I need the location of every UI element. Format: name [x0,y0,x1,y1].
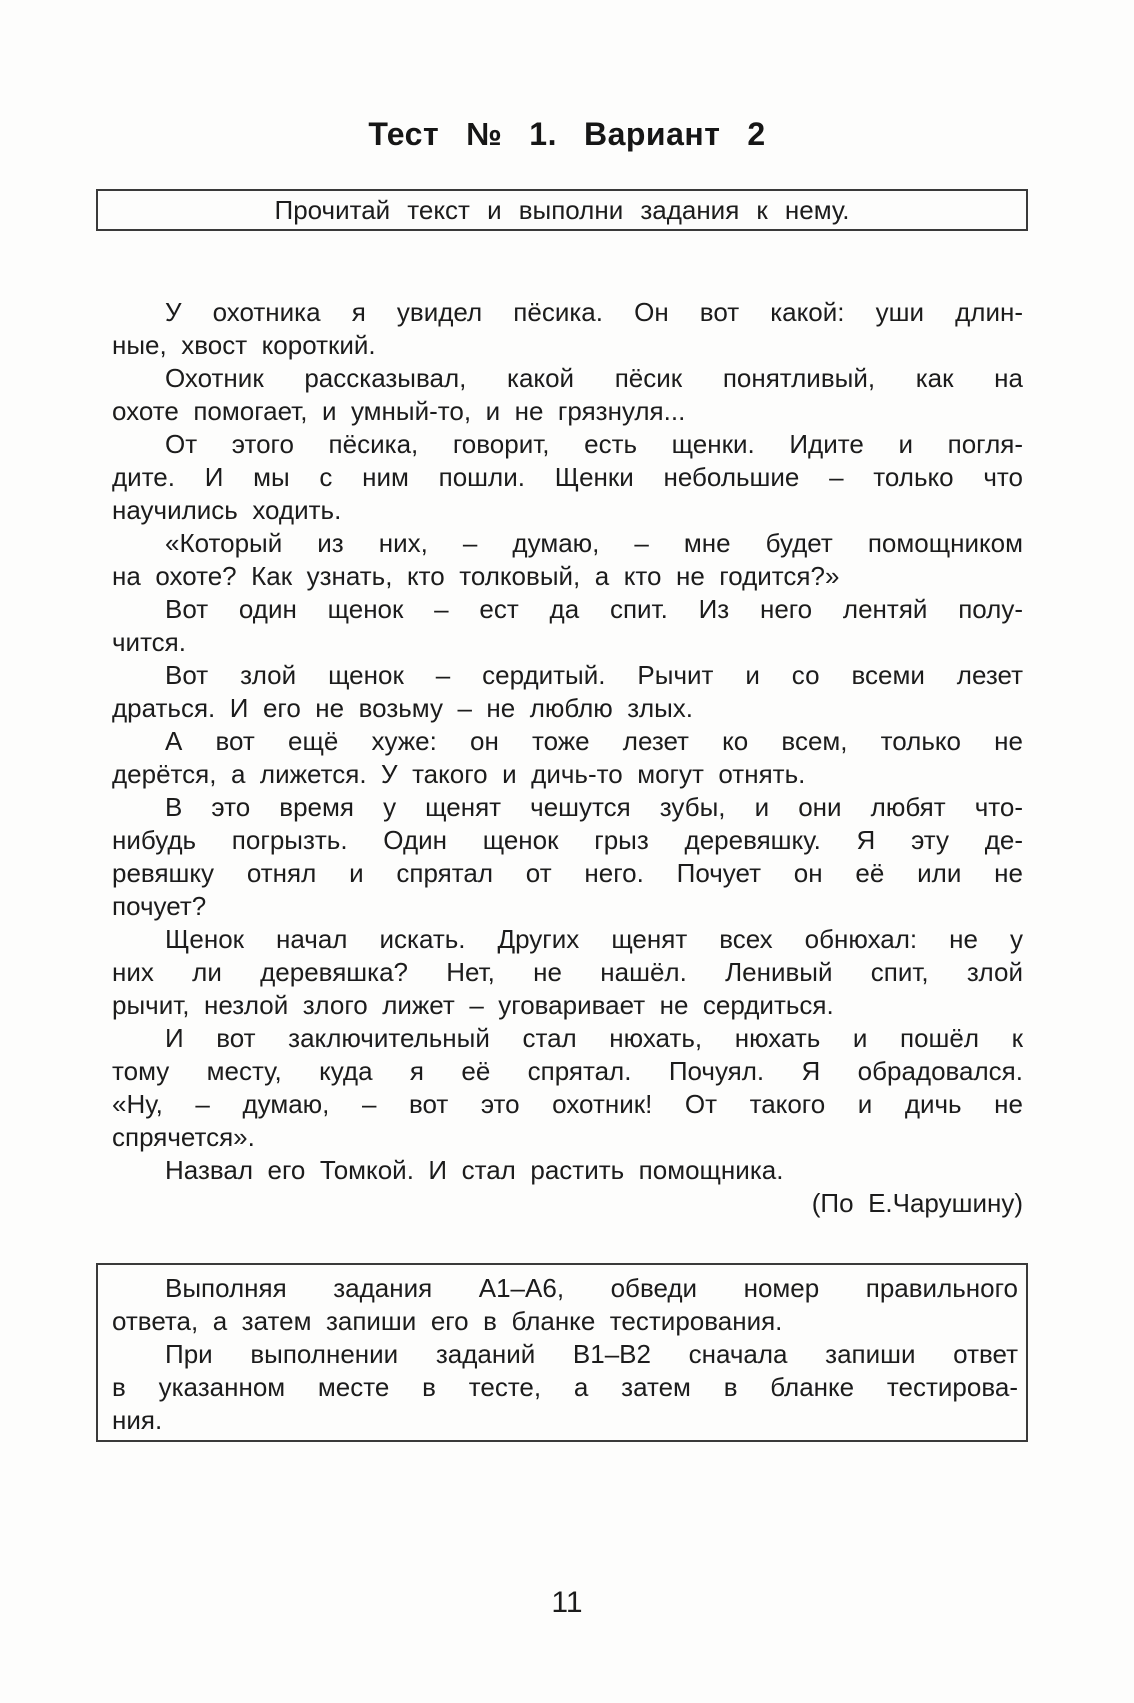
text-line: охоте помогает, и умный-то, и не грязнуля... [112,396,686,426]
text-line: тому месту, куда я её спрятал. Почуял. Я обрадовался. [112,1056,1023,1086]
text-line: них ли деревяшка? Нет, не нашёл. Ленивый спит, злой [112,957,1023,987]
text-line: Назвал его Томкой. И стал растить помощника. [165,1155,784,1185]
text-line: ния. [112,1405,163,1435]
task-box-lines [112,1272,1018,1437]
text-line: рычит, незлой злого лижет – уговаривает не сердиться. [112,990,834,1020]
text-line: В это время у щенят чешутся зубы, и они любят что- [165,792,1023,822]
text-line: Вот один щенок – ест да спит. Из него лентяй полу- [165,594,1023,624]
text-line: И вот заключительный стал нюхать, нюхать и пошёл к [165,1023,1023,1053]
passage [112,296,1023,1220]
text-line: Охотник рассказывал, какой пёсик понятливый, как на [165,363,1023,393]
text-line: дерётся, а лижется. У такого и дичь-то могут отнять. [112,759,806,789]
text-line: почует? [112,891,207,921]
text-line: Вот злой щенок – сердитый. Рычит и со всеми лезет [165,660,1023,690]
task-instructions-box [96,1263,1028,1442]
page-number: 11 [551,1586,583,1619]
text-line: драться. И его не возьму – не люблю злых. [112,693,694,723]
page-title: Тест № 1. Вариант 2 [368,116,766,152]
text-line: спрячется». [112,1122,255,1152]
attribution: (По Е.Чарушину) [811,1188,1023,1218]
instruction-text: Прочитай текст и выполни задания к нему. [274,195,850,225]
passage-lines [112,296,1023,1187]
text-line: «Который из них, – думаю, – мне будет помощником [165,528,1023,558]
text-line: Выполняя задания А1–А6, обведи номер правильного [165,1273,1018,1303]
text-line: чится. [112,627,186,657]
text-line: А вот ещё хуже: он тоже лезет ко всем, только не [165,726,1023,756]
text-line: научились ходить. [112,495,342,525]
text-line: От этого пёсика, говорит, есть щенки. Идите и погля- [165,429,1023,459]
text-line: в указанном месте в тесте, а затем в бланке тестирова- [112,1372,1018,1402]
instruction-box [96,189,1028,231]
text-line: Щенок начал искать. Других щенят всех обнюхал: не у [165,924,1023,954]
text-line: У охотника я увидел пёсика. Он вот какой: уши длин- [165,297,1023,327]
text-line: «Ну, – думаю, – вот это охотник! От такого и дичь не [112,1089,1023,1119]
text-line: дите. И мы с ним пошли. Щенки небольшие – только что [112,462,1023,492]
text-line: ревяшку отнял и спрятал от него. Почует он её или не [112,858,1023,888]
text-line: ные, хвост короткий. [112,330,376,360]
text-line: При выполнении заданий В1–В2 сначала запиши ответ [165,1339,1018,1369]
text-line: нибудь погрызть. Один щенок грыз деревяшку. Я эту де- [112,825,1023,855]
text-line: на охоте? Как узнать, кто толковый, а кто не годится?» [112,561,840,591]
text-line: ответа, а затем запиши его в бланке тестирования. [112,1306,783,1336]
